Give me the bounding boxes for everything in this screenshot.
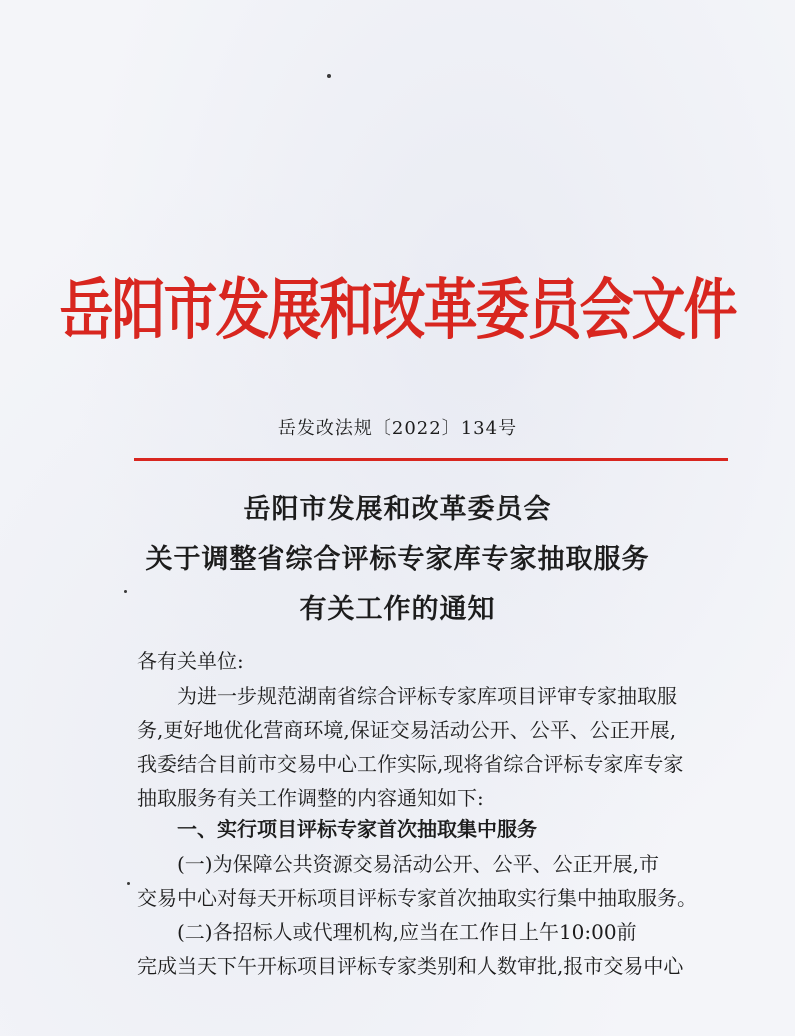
paragraph-line: (一)为保障公共资源交易活动公开、公平、公正开展,市	[177, 852, 659, 876]
item-1-paragraph	[137, 847, 737, 915]
notice-title-line-3: 有关工作的通知	[299, 594, 496, 625]
red-divider	[134, 458, 728, 461]
salutation: 各有关单位:	[137, 649, 244, 673]
notice-title-line-1: 岳阳市发展和改革委员会	[243, 494, 552, 525]
paragraph-line: (二)各招标人或代理机构,应当在工作日上午10:00前	[177, 920, 637, 944]
item-2-paragraph	[137, 915, 737, 983]
paragraph-line: 抽取服务有关工作调整的内容通知如下:	[137, 786, 484, 810]
masthead-title: 岳阳市发展和改革委员会文件	[59, 271, 736, 349]
section-heading-1: 一、实行项目评标专家首次抽取集中服务	[177, 817, 537, 841]
paragraph-line: 我委结合目前市交易中心工作实际,现将省综合评标专家库专家	[137, 752, 684, 776]
scan-speck	[327, 74, 331, 78]
paragraph-line: 为进一步规范湖南省综合评标专家库项目评审专家抽取服	[177, 684, 677, 708]
scan-speck	[127, 882, 130, 885]
paragraph-line: 务,更好地优化营商环境,保证交易活动公开、公平、公正开展,	[137, 718, 677, 742]
document-number: 岳发改法规〔2022〕134号	[277, 418, 518, 439]
notice-title-line-2: 关于调整省综合评标专家库专家抽取服务	[145, 544, 650, 575]
paragraph-line: 交易中心对每天开标项目评标专家首次抽取实行集中抽取服务。	[137, 886, 697, 910]
paragraph-line: 完成当天下午开标项目评标专家类别和人数审批,报市交易中心	[137, 954, 684, 978]
intro-paragraph	[137, 679, 737, 815]
